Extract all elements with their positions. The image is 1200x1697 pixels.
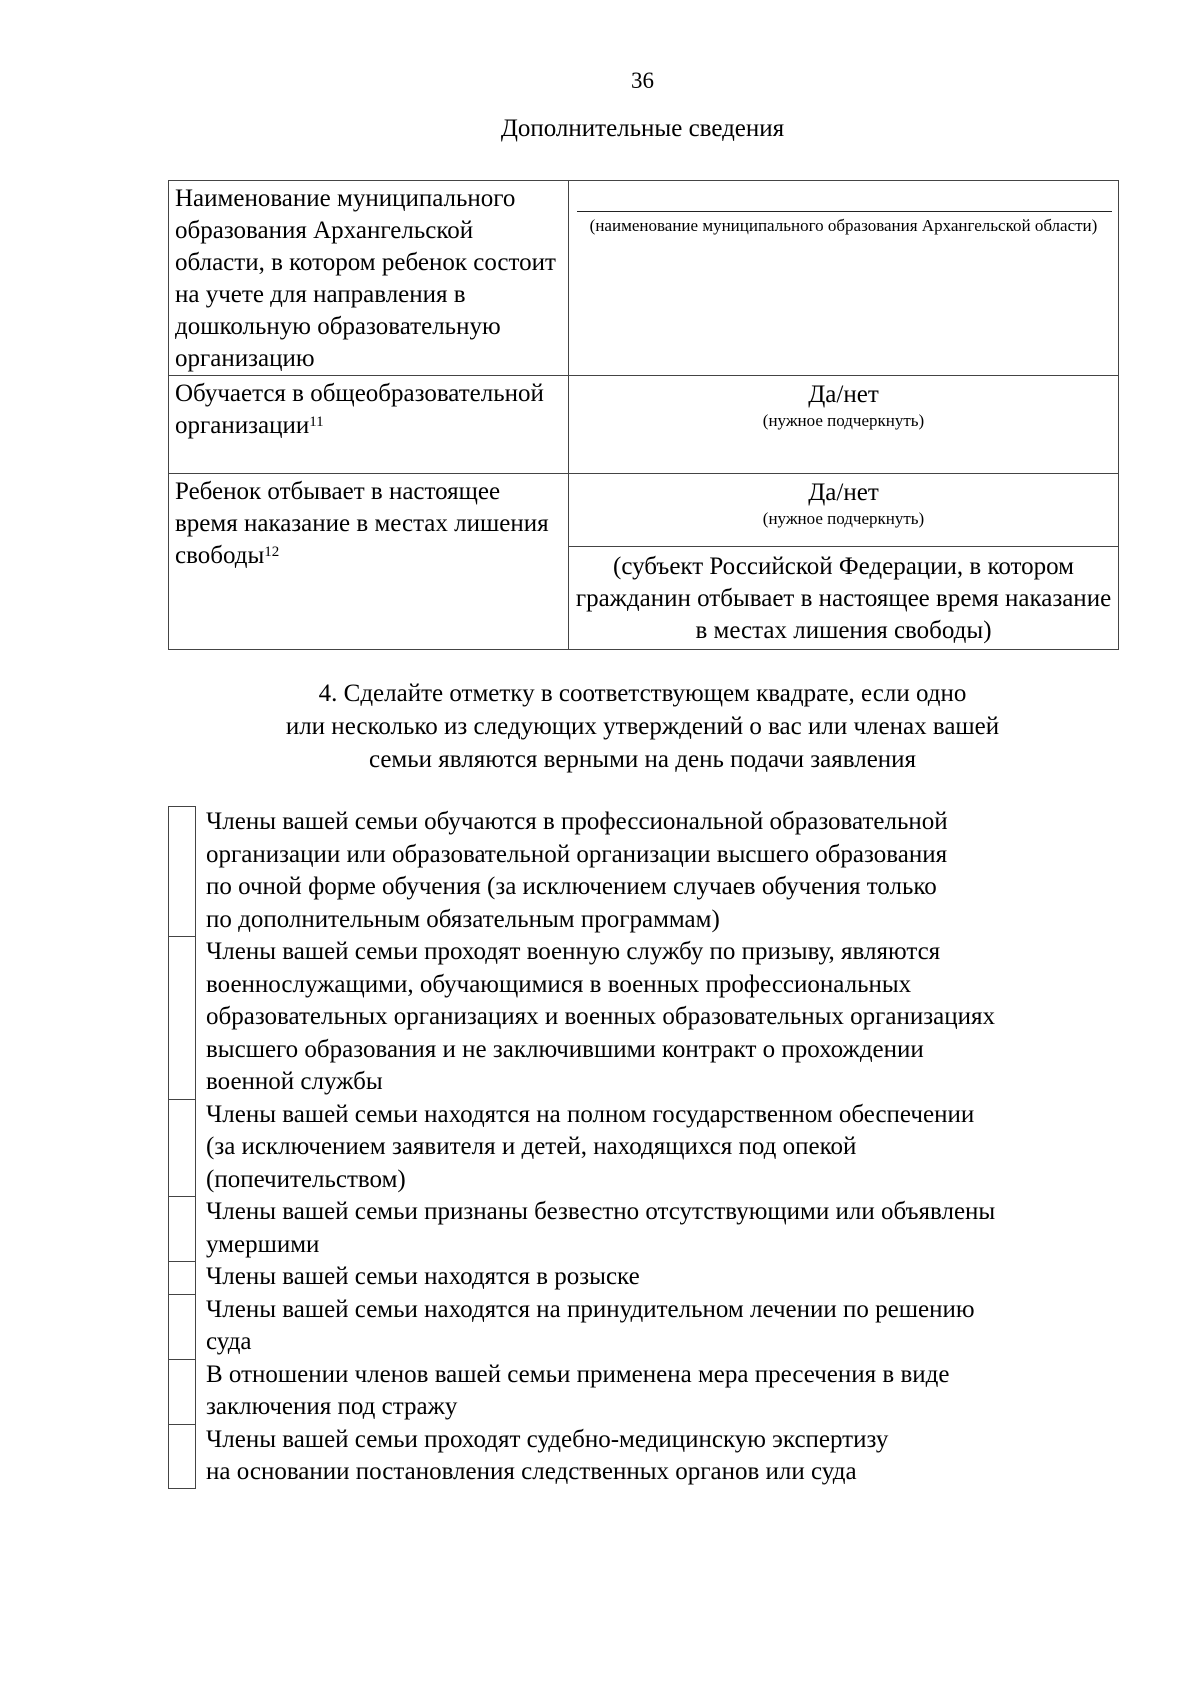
checklist-item-line: Члены вашей семьи находятся на полном государственном обеспечении — [206, 1100, 975, 1128]
subject-field[interactable] — [569, 547, 1119, 650]
yes-no-answer[interactable]: Да/нет — [808, 381, 879, 408]
checkbox[interactable] — [168, 1294, 196, 1359]
checklist-item-line: Члены вашей семьи находятся в розыске — [206, 1263, 640, 1290]
checkbox[interactable] — [168, 1261, 196, 1294]
checkbox[interactable] — [168, 806, 196, 936]
additional-info-table — [168, 180, 1119, 650]
checkbox[interactable] — [168, 1196, 196, 1261]
checklist-item — [168, 1099, 1128, 1197]
checklist-item-text — [196, 1261, 640, 1294]
checkbox[interactable] — [168, 1424, 196, 1489]
checklist-item-text — [196, 806, 948, 936]
studies-answer-cell[interactable] — [569, 376, 1119, 474]
checklist-item-line: заключения под стражу — [206, 1393, 458, 1420]
intro-line: 4. Сделайте отметку в соответствующем квадрате, если одно — [318, 680, 967, 707]
checklist-item-line: Члены вашей семьи проходят судебно-медицинскую экспертизу — [206, 1425, 889, 1453]
underline-hint: (нужное подчеркнуть) — [762, 411, 925, 430]
checklist-item-text — [196, 936, 995, 1099]
table-row — [169, 474, 1119, 547]
checklist-item-line: умершими — [206, 1230, 320, 1258]
imprisonment-label: Ребенок отбывает в настоящее время наказание в местах лишения свободы$^{12}$ — [169, 474, 569, 650]
yes-no-answer[interactable]: Да/нет — [808, 479, 879, 506]
checklist-item-text — [196, 1196, 995, 1261]
intro-line: семьи являются верными на день подачи заявления — [368, 746, 917, 773]
studies-label: Обучается в общеобразовательной организации$^{11}$ — [169, 376, 569, 474]
checklist-item — [168, 936, 1128, 1099]
checkbox[interactable] — [168, 1099, 196, 1197]
municipality-label: Наименование муниципального образования Архангельской области, в котором ребенок состоит на учете для направления в дошкольную образовательную организацию — [169, 181, 569, 376]
checklist-item — [168, 1261, 1128, 1294]
checklist-item-line: Члены вашей семьи признаны безвестно отсутствующими или объявлены — [206, 1198, 996, 1225]
checkbox[interactable] — [168, 936, 196, 1099]
page-number: 36 — [631, 68, 654, 93]
footnote-ref: 12 — [264, 544, 280, 560]
checklist-item-text — [196, 1294, 975, 1359]
checklist-item-text — [196, 1099, 974, 1197]
table-row — [169, 376, 1119, 474]
checklist-item-line: Члены вашей семьи находятся на принудительном лечении по решению — [206, 1295, 975, 1323]
checklist-item-text — [196, 1424, 888, 1489]
fill-line — [577, 211, 1112, 212]
municipality-field[interactable] — [569, 181, 1119, 376]
checklist-item — [168, 806, 1128, 936]
statement-checklist — [168, 806, 1128, 1489]
checklist-item-line: образовательных организациях и военных образовательных организациях — [206, 1003, 995, 1030]
checklist-item-line: военной службы — [206, 1068, 383, 1095]
checklist-item-line: В отношении членов вашей семьи применена мера пресечения в виде — [206, 1360, 950, 1388]
underline-hint: (нужное подчеркнуть) — [762, 509, 925, 528]
checklist-item-line: по дополнительным обязательным программам) — [206, 905, 720, 933]
checklist-item-line: высшего образования и не заключившими контракт о прохождении — [206, 1035, 924, 1063]
checklist-item-line: Члены вашей семьи проходят военную службу по призыву, являются — [206, 938, 941, 965]
imprisonment-answer-cell[interactable] — [569, 474, 1119, 547]
intro-line: или несколько из следующих утверждений о вас или членах вашей — [285, 713, 1000, 740]
subject-note: (субъект Российской Федерации, в котором гражданин отбывает в настоящее время наказание в местах лишения свободы) — [575, 553, 1112, 644]
footnote-ref: 11 — [309, 414, 324, 430]
section-title: Дополнительные сведения — [500, 115, 785, 142]
checklist-item — [168, 1424, 1128, 1489]
municipality-note: (наименование муниципального образования Архангельской области) — [589, 216, 1098, 235]
table-row — [169, 181, 1119, 376]
checklist-item-line: военнослужащими, обучающимися в военных профессиональных — [206, 970, 912, 998]
checklist-item-line: суда — [206, 1328, 252, 1355]
checkbox[interactable] — [168, 1359, 196, 1424]
checklist-item — [168, 1359, 1128, 1424]
checklist-item — [168, 1294, 1128, 1359]
section-4-intro — [0, 677, 1200, 776]
checklist-item-line: организации или образовательной организации высшего образования — [206, 840, 948, 868]
checklist-item-text — [196, 1359, 949, 1424]
checklist-item-line: на основании постановления следственных органов или суда — [206, 1458, 857, 1485]
checklist-item-line: (попечительством) — [206, 1165, 406, 1193]
checklist-item-line: Члены вашей семьи обучаются в профессиональной образовательной — [206, 808, 948, 835]
checklist-item — [168, 1196, 1128, 1261]
checklist-item-line: по очной форме обучения (за исключением случаев обучения только — [206, 873, 937, 900]
checklist-item-line: (за исключением заявителя и детей, находящихся под опекой — [206, 1133, 857, 1160]
